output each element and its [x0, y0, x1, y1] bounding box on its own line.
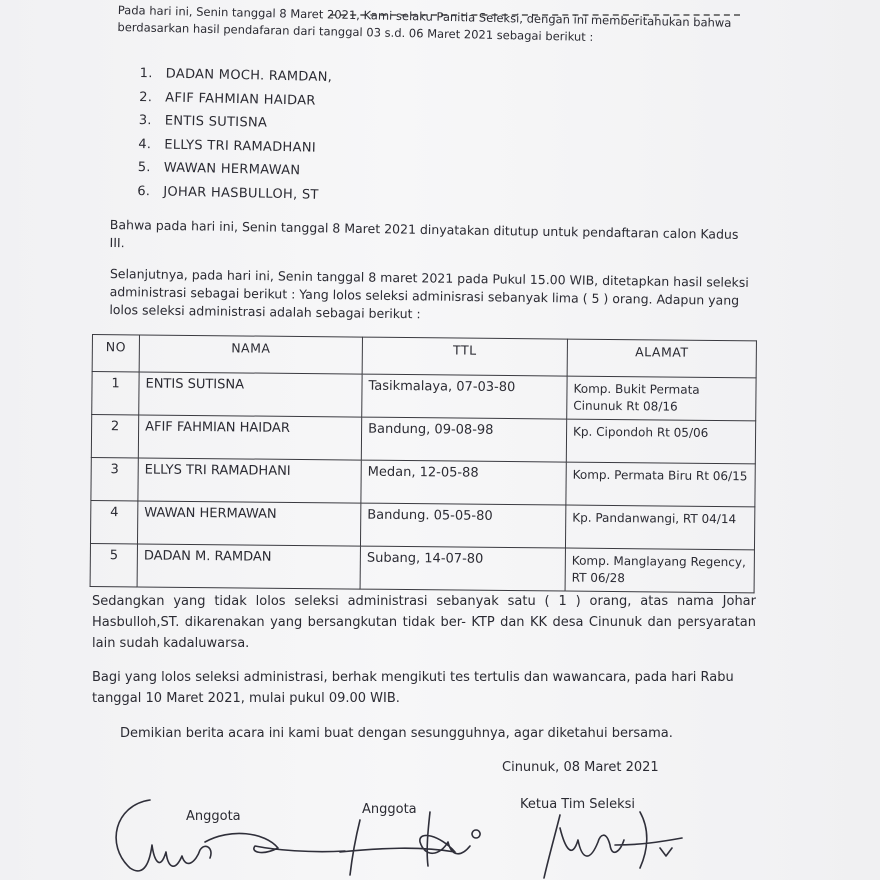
- col-header-no: NO: [92, 335, 139, 372]
- cell-nama: ENTIS SUTISNA: [139, 372, 362, 417]
- list-number: 3.: [138, 112, 152, 129]
- closing-paragraph: Demikian berita acara ini kami buat dengan sesungguhnya, agar diketahui bersama.: [120, 726, 673, 741]
- next-step-paragraph: Bagi yang lolos seleksi administrasi, berhak mengikuti tes tertulis dan wawancara, pada hari Rabu tanggal 10 Maret 2021, mulai pukul 09.00 WIB.: [92, 670, 734, 706]
- cell-ttl: Bandung, 09-08-98: [361, 417, 566, 462]
- selection-result-paragraph: Selanjutnya, pada hari ini, Senin tanggal 8 maret 2021 pada Pukul 15.00 WIB, ditetapkan hasil seleksi administrasi sebagai berikut : Yang lolos seleksi adminisrasi sebanyak lima ( 5 ) orang. Adapun yang lolos seleksi administrasi adalah sebagai berikut :: [109, 265, 749, 322]
- list-number: 6.: [137, 183, 151, 199]
- cell-ttl: Tasikmalaya, 07-03-80: [362, 374, 567, 419]
- cell-nama: WAWAN HERMAWAN: [137, 501, 360, 546]
- intro-paragraph: Pada hari ini, Senin tanggal 8 Maret 2021, Kami selaku Panitia Seleksi, dengan ini memberitahukan bahwa berdasarkan hasil pendafaran dari tanggal 03 s.d. 06 Maret 2021 sebagai berikut :: [117, 2, 732, 44]
- cell-alamat: Komp. Permata Biru Rt 06/15: [566, 462, 755, 507]
- list-number: 4.: [138, 136, 152, 152]
- cell-ttl: Subang, 14-07-80: [360, 546, 565, 591]
- signature-member-1: [116, 800, 345, 871]
- cell-no: 1: [92, 372, 139, 415]
- applicant-name: AFIF FAHMIAN HAIDAR: [165, 90, 316, 109]
- cell-alamat: Kp. Cipondoh Rt 05/06: [566, 419, 755, 464]
- list-number: 5.: [137, 159, 151, 176]
- cell-alamat: Kp. Pandanwangi, RT 04/14: [565, 505, 754, 550]
- cell-ttl: Bandung. 05-05-80: [360, 503, 565, 548]
- registration-closed-paragraph: Bahwa pada hari ini, Senin tanggal 8 Maret 2021 dinyatakan ditutup untuk pendaftaran calon Kadus III.: [109, 216, 739, 251]
- list-number: 2.: [139, 89, 153, 105]
- list-number: 1.: [139, 65, 153, 82]
- place-date: Cinunuk, 08 Maret 2021: [502, 760, 659, 775]
- cell-nama: AFIF FAHMIAN HAIDAR: [138, 415, 361, 460]
- applicant-name: ELLYS TRI RAMADHANI: [164, 137, 317, 156]
- cell-alamat: Komp. Bukit Permata Cinunuk Rt 08/16: [567, 376, 756, 421]
- applicant-name: ENTIS SUTISNA: [164, 113, 268, 131]
- not-passed-paragraph: Sedangkan yang tidak lolos seleksi administrasi sebanyak satu ( 1 ) orang, atas nama Johar Hasbulloh,ST. dikarenakan yang bersangkutan tidak ber- KTP dan KK desa Cinunuk dan persyaratan lain sudah kadaluwarsa.: [92, 594, 756, 651]
- cell-alamat: Komp. Manglayang Regency, RT 06/28: [565, 548, 754, 593]
- cell-no: 5: [90, 543, 137, 586]
- signature-chair: [544, 812, 682, 878]
- col-header-ttl: TTL: [362, 337, 567, 376]
- col-header-nama: NAMA: [139, 335, 362, 374]
- cell-no: 2: [91, 415, 138, 458]
- cell-no: 3: [91, 457, 138, 500]
- applicant-name: DADAN MOCH. RAMDAN,: [165, 66, 333, 86]
- signature-member-2: [340, 812, 480, 875]
- col-header-alamat: ALAMAT: [567, 339, 756, 378]
- cell-nama: DADAN M. RAMDAN: [137, 544, 360, 589]
- applicant-name: JOHAR HASBULLOH, ST: [163, 184, 319, 203]
- applicant-name: WAWAN HERMAWAN: [163, 160, 301, 179]
- cell-ttl: Medan, 12-05-88: [361, 460, 566, 505]
- cell-no: 4: [90, 500, 137, 543]
- signatory-member-1-label: Anggota: [186, 809, 241, 824]
- signatory-member-2-label: Anggota: [362, 802, 417, 817]
- cell-nama: ELLYS TRI RAMADHANI: [138, 458, 361, 503]
- signatory-chair-label: Ketua Tim Seleksi: [520, 797, 636, 812]
